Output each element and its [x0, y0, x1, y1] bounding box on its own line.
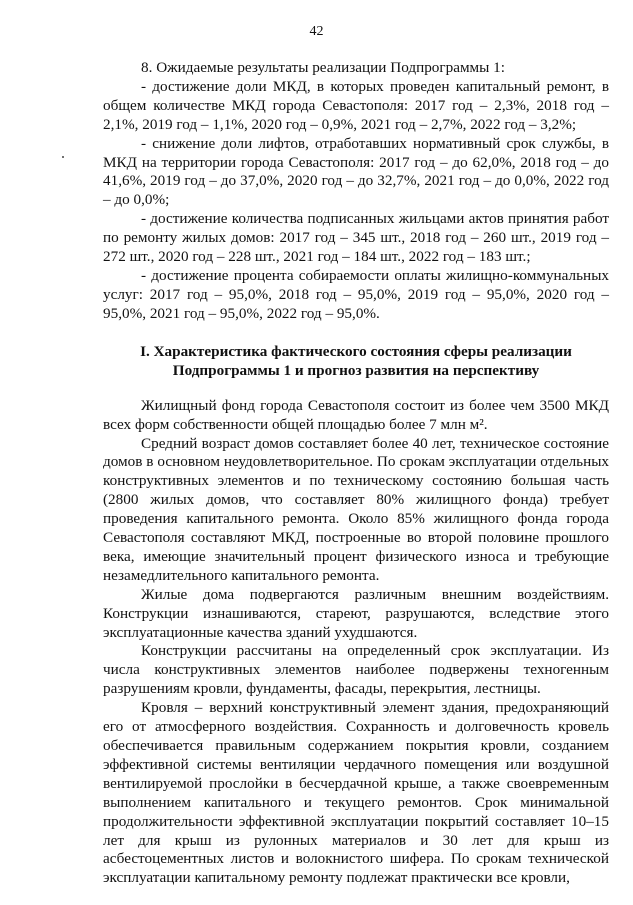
- body-paragraph: Средний возраст домов составляет более 40 лет, техническое состояние домов в основном неудовлетворительное. По срокам эксплуатации отдельных конструктивных элементов и по техническому состоянию большая часть (2800 жилых домов, что составляет 80% жилищного фонда) требует проведения капитального ремонта. Около 85% жилищного фонда города Севастополя составляют МКД, построенные во второй половине прошлого века, имеющие значительный процент физического износа и требующие незамедлительного капитального ремонта.: [103, 434, 609, 584]
- margin-mark: [62, 156, 64, 158]
- body-paragraph: Жилые дома подвергаются различным внешним воздействиям. Конструкции изнашиваются, стареют, разрушаются, вследствие этого эксплуатационные качества зданий ухудшаются.: [103, 585, 609, 641]
- body-paragraph: Конструкции рассчитаны на определенный срок эксплуатации. Из числа конструктивных элементов наиболее подвержены техногенным разрушениям кровли, фундаменты, фасады, перекрытия, лестницы.: [103, 642, 609, 698]
- body-paragraph: Кровля – верхний конструктивный элемент здания, предохраняющий его от атмосферного воздействия. Сохранность и долговечность кровель обеспечивается правильным содержанием покрытия кровли, созданием эффективной системы вентиляции чердачного помещения или воздушной вентилируемой прослойки в бесчердачной крыше, а также своевременным выполнением капитального и текущего ремонтов. Срок минимальной продолжительности эффективной эксплуатации покрытий составляет 10–15 лет для крыш из рулонных материалов и 30 лет для крыш из асбестоцементных листов и волокнистого шифера. По срокам технической эксплуатации капитальному ремонту подлежат практически все кровли,: [103, 699, 609, 887]
- section-heading-line: I. Характеристика фактического состояния сферы реализации: [140, 342, 572, 360]
- results-list-title: 8. Ожидаемые результаты реализации Подпрограммы 1:: [141, 59, 505, 76]
- result-item: - достижение количества подписанных жильцами актов принятия работ по ремонту жилых домов: 2017 год – 345 шт., 2018 год – 260 шт., 2019 год – 272 шт., 2020 год – 228 шт., 2021 год – 184 шт., 2022 год – 183 шт.;: [103, 210, 609, 266]
- result-item: - достижение доли МКД, в которых проведен капитальный ремонт, в общем количестве МКД города Севастополя: 2017 год – 2,3%, 2018 год – 2,1%, 2019 год – 1,1%, 2020 год – 0,9%, 2021 год – 2,7%, 2022 год – 3,2%;: [103, 77, 609, 133]
- page-number: 42: [309, 24, 324, 39]
- body-paragraph: Жилищный фонд города Севастополя состоит из более чем 3500 МКД всех форм собственности общей площадью более 7 млн м².: [103, 396, 609, 433]
- result-item: - достижение процента собираемости оплаты жилищно-коммунальных услуг: 2017 год – 95,0%, 2018 год – 95,0%, 2019 год – 95,0%, 2020 год – 95,0%, 2021 год – 95,0%, 2022 год – 95,0%.: [103, 266, 609, 322]
- section-heading-line: Подпрограммы 1 и прогноз развития на перспективу: [172, 361, 540, 379]
- section-heading: [103, 342, 609, 380]
- page-content: [103, 59, 609, 888]
- result-item: - снижение доли лифтов, отработавших нормативный срок службы, в МКД на территории города Севастополя: 2017 год – до 62,0%, 2018 год – до 41,6%, 2019 год – до 37,0%, 2020 год – до 32,7%, 2021 год – до 0,0%, 2022 год – до 0,0%;: [103, 134, 609, 209]
